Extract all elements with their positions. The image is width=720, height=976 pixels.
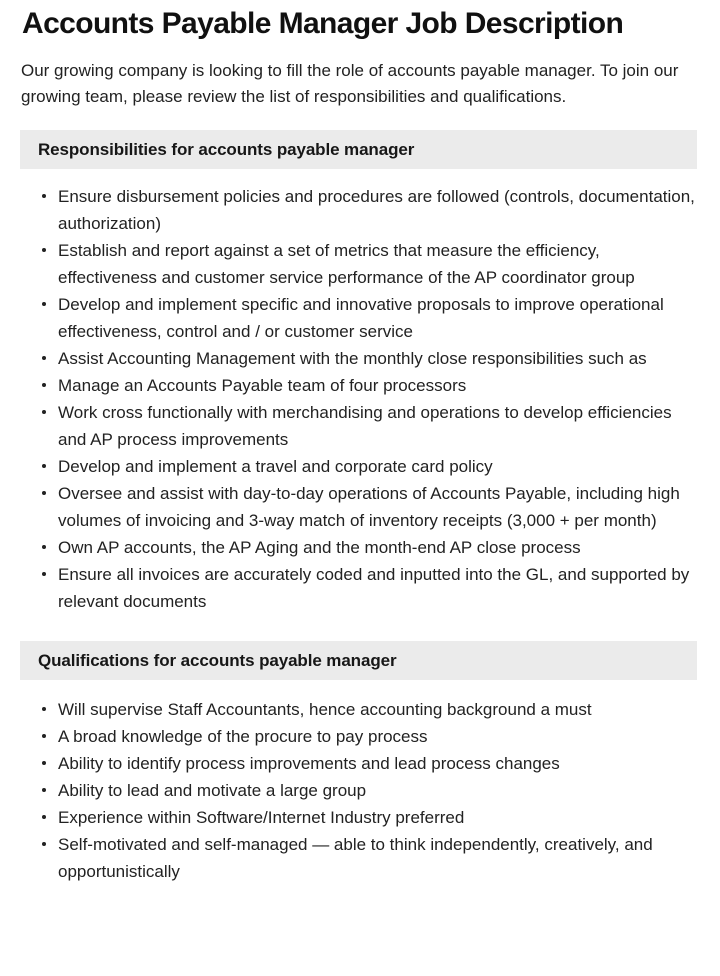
bullet-dot-icon — [42, 545, 46, 549]
list-item-text: Own AP accounts, the AP Aging and the month-end AP close process — [58, 538, 581, 557]
bullet-dot-icon — [42, 761, 46, 765]
list-item — [0, 480, 697, 534]
list-item-text: Self-motivated and self-managed — able to think independently, creatively, and opportunistically — [58, 835, 653, 881]
section-responsibilities — [0, 130, 720, 615]
list-item-text: Will supervise Staff Accountants, hence accounting background a must — [58, 700, 592, 719]
list-item-text: Ability to lead and motivate a large group — [58, 781, 367, 800]
bullet-dot-icon — [42, 491, 46, 495]
list-item-text: Manage an Accounts Payable team of four processors — [58, 376, 467, 395]
bullet-dot-icon — [42, 410, 46, 414]
list-item — [0, 723, 697, 750]
list-item — [0, 750, 697, 777]
list-item — [0, 237, 697, 291]
section-heading-text: Qualifications for accounts payable manager — [38, 650, 397, 670]
bullet-dot-icon — [42, 572, 46, 576]
list-item-text: Develop and implement specific and innovative proposals to improve operational effectiveness, control and / or customer service — [58, 295, 664, 341]
list-item-text: Develop and implement a travel and corporate card policy — [58, 457, 493, 476]
list-item-text: A broad knowledge of the procure to pay process — [58, 727, 428, 746]
list-item-text: Ensure disbursement policies and procedures are followed (controls, documentation, authorization) — [58, 187, 695, 233]
section-heading-text: Responsibilities for accounts payable manager — [38, 139, 415, 159]
list-item — [0, 561, 697, 615]
list-item-text: Oversee and assist with day-to-day operations of Accounts Payable, including high volumes of invoicing and 3-way match of inventory receipts (3,000 + per month) — [58, 484, 680, 530]
list-item — [0, 534, 697, 561]
bullet-dot-icon — [42, 464, 46, 468]
list-item-text: Ability to identify process improvements and lead process changes — [58, 754, 560, 773]
list-item-text: Work cross functionally with merchandising and operations to develop efficiencies and AP process improvements — [58, 403, 672, 449]
list-item-text: Assist Accounting Management with the monthly close responsibilities such as — [58, 349, 647, 368]
list-item — [0, 183, 697, 237]
list-item — [0, 831, 697, 885]
bullet-dot-icon — [42, 383, 46, 387]
list-item — [0, 372, 697, 399]
section-header-responsibilities — [20, 130, 697, 169]
list-item-text: Experience within Software/Internet Industry preferred — [58, 808, 465, 827]
bullet-dot-icon — [42, 815, 46, 819]
bullet-dot-icon — [42, 356, 46, 360]
list-item-text: Establish and report against a set of metrics that measure the efficiency, effectiveness and customer service performance of the AP coordinator group — [58, 241, 635, 287]
list-item — [0, 453, 697, 480]
list-item — [0, 291, 697, 345]
qualifications-list — [0, 680, 720, 885]
list-item — [0, 399, 697, 453]
list-item-text: Ensure all invoices are accurately coded and inputted into the GL, and supported by relevant documents — [58, 565, 690, 611]
bullet-dot-icon — [42, 707, 46, 711]
bullet-dot-icon — [42, 842, 46, 846]
bullet-dot-icon — [42, 788, 46, 792]
list-item — [0, 804, 697, 831]
section-header-qualifications — [20, 641, 697, 680]
intro-paragraph: Our growing company is looking to fill the role of accounts payable manager. To join our growing team, please review the list of responsibilities and qualifications. — [21, 61, 679, 106]
bullet-dot-icon — [42, 734, 46, 738]
section-qualifications — [0, 641, 720, 885]
list-item — [0, 696, 697, 723]
bullet-dot-icon — [42, 194, 46, 198]
bullet-dot-icon — [42, 248, 46, 252]
page-title: Accounts Payable Manager Job Description — [22, 7, 624, 40]
bullet-dot-icon — [42, 302, 46, 306]
list-item — [0, 345, 697, 372]
responsibilities-list — [0, 169, 720, 615]
list-item — [0, 777, 697, 804]
